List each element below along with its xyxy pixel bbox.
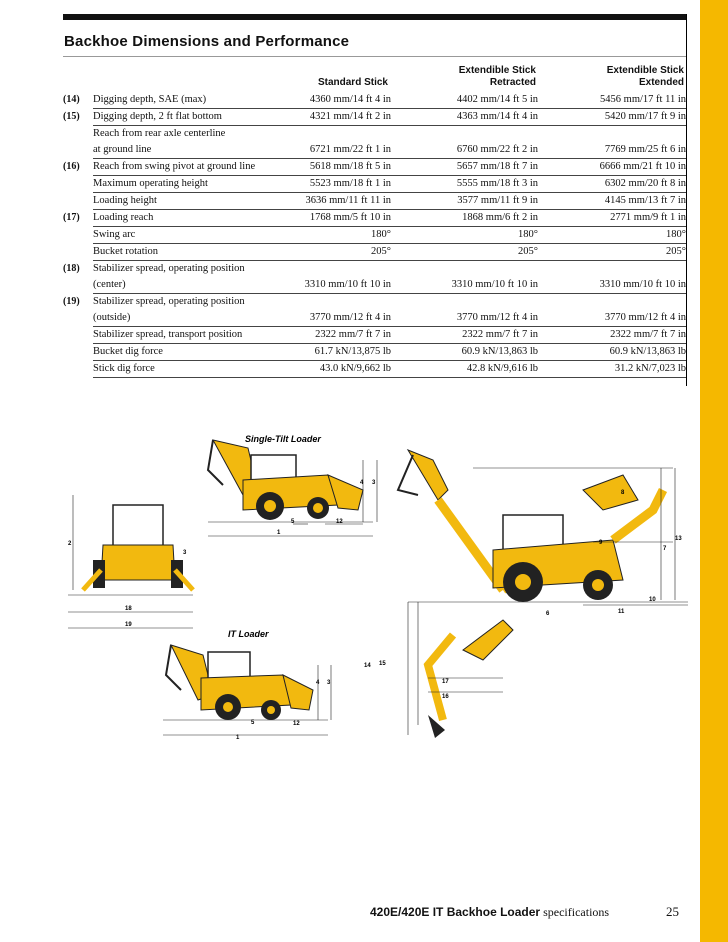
extended-value: 2771 mm/9 ft 1 in: [538, 210, 686, 227]
standard-stick-value: 3770 mm/12 ft 4 in: [288, 294, 391, 327]
row-label-line: Stabilizer spread, operating position: [93, 296, 245, 307]
extended-value: 180°: [538, 227, 686, 244]
extended-value: 3310 mm/10 ft 10 in: [538, 261, 686, 294]
row-label-line: Loading height: [93, 195, 157, 206]
row-number: [63, 193, 93, 210]
row-number: (18): [63, 262, 80, 274]
retracted-value: 180°: [391, 227, 538, 244]
standard-stick-value: 43.0 kN/9,662 lb: [288, 361, 391, 378]
extended-value: 5456 mm/17 ft 11 in: [538, 92, 686, 109]
table-row: [63, 210, 686, 227]
row-number: [63, 126, 93, 159]
col-header-retracted: Extendible Stick Retracted: [458, 65, 536, 88]
extended-value: 7769 mm/25 ft 6 in: [538, 126, 686, 159]
retracted-value: 6760 mm/22 ft 2 in: [391, 126, 538, 159]
row-label: [93, 244, 288, 261]
standard-stick-value: 180°: [288, 227, 391, 244]
table-row: [63, 244, 686, 261]
page-number: 25: [666, 904, 679, 919]
row-label-line: (center): [93, 279, 126, 290]
row-number: [63, 176, 93, 193]
backhoe-reach-illustration: [364, 450, 688, 738]
svg-text:14: 14: [364, 663, 371, 669]
standard-stick-value: 4321 mm/14 ft 2 in: [288, 109, 391, 126]
row-label-line: Reach from swing pivot at ground line: [93, 161, 256, 172]
svg-text:15: 15: [379, 661, 386, 667]
row-label-line: Digging depth, 2 ft flat bottom: [93, 111, 222, 122]
it-loader-illustration: [163, 629, 331, 741]
svg-text:19: 19: [125, 622, 132, 628]
row-number: [63, 327, 93, 344]
row-label: [93, 261, 288, 294]
svg-text:5: 5: [251, 720, 255, 726]
standard-stick-value: 1768 mm/5 ft 10 in: [288, 210, 391, 227]
table-row: [63, 159, 686, 176]
row-number: (19): [63, 295, 80, 307]
extended-value: 6302 mm/20 ft 8 in: [538, 176, 686, 193]
retracted-value: 42.8 kN/9,616 lb: [391, 361, 538, 378]
front-view-illustration: [68, 495, 193, 628]
retracted-value: 5657 mm/18 ft 7 in: [391, 159, 538, 176]
table-row: [63, 92, 686, 109]
footer-specifications: specifications: [540, 905, 610, 919]
row-number: (16): [63, 160, 80, 172]
table-row: [63, 261, 686, 294]
row-label: [93, 361, 288, 378]
standard-stick-value: 3636 mm/11 ft 11 in: [288, 193, 391, 210]
extended-value: 3770 mm/12 ft 4 in: [538, 294, 686, 327]
retracted-value: 1868 mm/6 ft 2 in: [391, 210, 538, 227]
table-row: [63, 176, 686, 193]
svg-text:3: 3: [372, 480, 376, 486]
row-label-line: Bucket dig force: [93, 346, 163, 357]
row-label: [93, 227, 288, 244]
row-number: [63, 361, 93, 378]
standard-stick-value: 61.7 kN/13,875 lb: [288, 344, 391, 361]
col-header-extended: Extendible Stick Extended: [606, 65, 684, 88]
table-row: [63, 294, 686, 327]
row-label: [93, 176, 288, 193]
svg-text:4: 4: [360, 480, 364, 486]
svg-text:10: 10: [649, 597, 656, 603]
svg-text:18: 18: [125, 606, 132, 612]
extended-value: 6666 mm/21 ft 10 in: [538, 159, 686, 176]
svg-text:12: 12: [293, 721, 300, 727]
retracted-value: 4363 mm/14 ft 4 in: [391, 109, 538, 126]
svg-text:8: 8: [621, 490, 625, 496]
standard-stick-value: 205°: [288, 244, 391, 261]
extended-value: 60.9 kN/13,863 lb: [538, 344, 686, 361]
row-label: [93, 92, 288, 109]
col-header-standard: Standard Stick: [317, 77, 388, 88]
row-label-line: Maximum operating height: [93, 178, 208, 189]
row-label-line: (outside): [93, 312, 131, 323]
row-label: [93, 344, 288, 361]
svg-text:17: 17: [442, 679, 449, 685]
row-label-line: Digging depth, SAE (max): [93, 94, 207, 105]
svg-text:2: 2: [68, 541, 72, 547]
row-number: (14): [63, 94, 80, 105]
table-row: [63, 344, 686, 361]
retracted-value: 4402 mm/14 ft 5 in: [391, 92, 538, 109]
single-tilt-caption: Single-Tilt Loader: [245, 434, 321, 444]
row-label: [93, 109, 288, 126]
standard-stick-value: 3310 mm/10 ft 10 in: [288, 261, 391, 294]
retracted-value: 5555 mm/18 ft 3 in: [391, 176, 538, 193]
svg-text:16: 16: [442, 694, 449, 700]
svg-text:13: 13: [675, 536, 682, 542]
row-label-line: Reach from rear axle centerline: [93, 128, 226, 139]
svg-text:11: 11: [618, 609, 625, 615]
footer-caption: [370, 905, 609, 920]
retracted-value: 2322 mm/7 ft 7 in: [391, 327, 538, 344]
row-label-line: Stabilizer spread, transport position: [93, 329, 243, 340]
extended-value: 5420 mm/17 ft 9 in: [538, 109, 686, 126]
svg-text:3: 3: [327, 680, 331, 686]
row-label: [93, 294, 288, 327]
row-number: [63, 244, 93, 261]
backhoe-spec-table: [63, 92, 686, 378]
svg-text:4: 4: [316, 680, 320, 686]
single-tilt-loader-illustration: [208, 434, 377, 536]
standard-stick-value: 2322 mm/7 ft 7 in: [288, 327, 391, 344]
row-number: [63, 227, 93, 244]
row-number: (17): [63, 211, 80, 223]
right-rule: [686, 14, 687, 386]
row-label-line: at ground line: [93, 144, 152, 155]
extended-value: 205°: [538, 244, 686, 261]
svg-text:1: 1: [277, 530, 281, 536]
row-label-line: Swing arc: [93, 229, 136, 240]
extended-value: 2322 mm/7 ft 7 in: [538, 327, 686, 344]
row-label-line: Stabilizer spread, operating position: [93, 263, 245, 274]
page-title: Backhoe Dimensions and Performance: [64, 33, 350, 50]
retracted-value: 3310 mm/10 ft 10 in: [391, 261, 538, 294]
header-bar: [63, 14, 686, 20]
row-label-line: Bucket rotation: [93, 246, 159, 257]
row-label-line: Stick dig force: [93, 363, 155, 374]
table-row: [63, 109, 686, 126]
table-row: [63, 126, 686, 159]
svg-text:3: 3: [183, 550, 187, 556]
svg-text:7: 7: [663, 546, 667, 552]
row-label: [93, 210, 288, 227]
retracted-value: 60.9 kN/13,863 lb: [391, 344, 538, 361]
extended-value: 31.2 kN/7,023 lb: [538, 361, 686, 378]
retracted-value: 3770 mm/12 ft 4 in: [391, 294, 538, 327]
it-loader-caption: IT Loader: [228, 629, 269, 639]
standard-stick-value: 4360 mm/14 ft 4 in: [288, 92, 391, 109]
svg-text:6: 6: [546, 611, 550, 617]
table-row: [63, 327, 686, 344]
footer-model: 420E/420E IT Backhoe Loader: [370, 905, 541, 919]
table-row: [63, 361, 686, 378]
standard-stick-value: 5523 mm/18 ft 1 in: [288, 176, 391, 193]
svg-text:9: 9: [599, 540, 603, 546]
row-label: [93, 159, 288, 176]
table-row: [63, 227, 686, 244]
svg-text:5: 5: [291, 519, 295, 525]
retracted-value: 3577 mm/11 ft 9 in: [391, 193, 538, 210]
row-number: [63, 344, 93, 361]
backhoe-dimension-diagrams: [63, 420, 700, 770]
extended-value: 4145 mm/13 ft 7 in: [538, 193, 686, 210]
title-divider: [63, 56, 686, 57]
row-label: [93, 126, 288, 159]
standard-stick-value: 6721 mm/22 ft 1 in: [288, 126, 391, 159]
row-number: (15): [63, 110, 80, 122]
svg-text:1: 1: [236, 735, 240, 741]
row-label-line: Loading reach: [93, 212, 154, 223]
row-label: [93, 193, 288, 210]
retracted-value: 205°: [391, 244, 538, 261]
table-row: [63, 193, 686, 210]
svg-text:12: 12: [336, 519, 343, 525]
standard-stick-value: 5618 mm/18 ft 5 in: [288, 159, 391, 176]
row-label: [93, 327, 288, 344]
page-edge-accent: [700, 0, 728, 942]
